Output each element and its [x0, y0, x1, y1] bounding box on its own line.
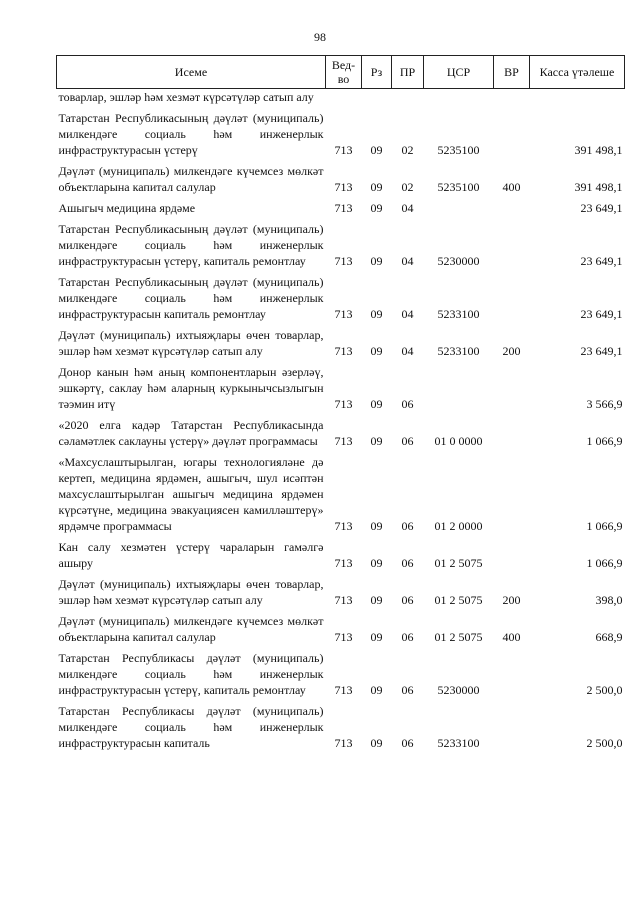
cell-csr	[424, 89, 494, 106]
table-row	[57, 322, 625, 359]
cell-csr: 5233100	[437, 736, 480, 750]
cell-vedomstvo: 713	[334, 180, 353, 194]
cell-name: Дәүләт (муниципаль) милкендәге күчемсез мөлкәт объектларына капитал салулар	[58, 614, 324, 644]
cell-vedomstvo: 713	[334, 519, 353, 533]
cell-vedomstvo: 713	[334, 143, 353, 157]
cell-rz: 09	[370, 630, 383, 644]
cell-name: «Махсуслаштырылган, югары технологияләне дә кертеп, медицина ярдәмен, ашыгыч, шул исәптән махсуслаштырылган ашыгыч медицина ярдәмен күрсәтүне, медицина эвакуациясен камилләштерү» ярдәмче программасы	[58, 455, 324, 533]
cell-pr	[392, 89, 424, 106]
cell-amount: 1 066,9	[586, 434, 623, 448]
cell-vr	[494, 105, 530, 158]
table-row	[57, 412, 625, 449]
cell-rz: 09	[370, 683, 383, 697]
cell-pr: 06	[401, 519, 414, 533]
cell-rz: 09	[370, 434, 383, 448]
table-row	[57, 89, 625, 106]
cell-name: Татарстан Республикасының дәүләт (муниципаль) милкендәге социаль һәм инженерлык инфраструктурасын капиталь ремонтлау	[58, 275, 324, 321]
cell-amount	[530, 89, 625, 106]
cell-rz: 09	[370, 519, 383, 533]
cell-pr: 02	[401, 180, 414, 194]
cell-csr: 5235100	[437, 180, 480, 194]
cell-rz: 09	[370, 307, 383, 321]
cell-vedomstvo: 713	[334, 397, 353, 411]
header-name: Исеме	[57, 56, 326, 89]
table-row	[57, 449, 625, 534]
header-csr: ЦСР	[424, 56, 494, 89]
cell-vr	[494, 216, 530, 269]
cell-vr: 400	[502, 180, 521, 194]
cell-name: Донор канын һәм аның компонентларын әзерләү, эшкәртү, саклау һәм аларның куркынычсызлыгын тәэмин итү	[58, 365, 324, 411]
cell-csr: 5230000	[437, 254, 480, 268]
cell-pr: 04	[401, 307, 414, 321]
cell-name: Татарстан Республикасы дәүләт (муниципаль) милкендәге социаль һәм инженерлык инфраструктурасын капиталь	[58, 704, 324, 750]
cell-vr: 400	[502, 630, 521, 644]
cell-vedomstvo: 713	[334, 683, 353, 697]
cell-amount: 23 649,1	[580, 201, 623, 215]
cell-vr	[494, 269, 530, 322]
table-row	[57, 698, 625, 751]
cell-rz: 09	[370, 344, 383, 358]
cell-vr	[494, 534, 530, 571]
header-vr: ВР	[494, 56, 530, 89]
cell-name: Дәүләт (муниципаль) милкендәге күчемсез мөлкәт объектларына капитал салулар	[58, 164, 324, 194]
cell-name: Татарстан Республикасының дәүләт (муниципаль) милкендәге социаль һәм инженерлык инфраструктурасын үстерү, капиталь ремонтлау	[58, 222, 324, 268]
cell-vr	[494, 645, 530, 698]
cell-pr: 04	[401, 344, 414, 358]
table-row	[57, 216, 625, 269]
cell-rz: 09	[370, 254, 383, 268]
header-rz: Рз	[362, 56, 392, 89]
cell-pr: 06	[401, 736, 414, 750]
cell-csr	[424, 359, 494, 412]
cell-amount: 23 649,1	[580, 254, 623, 268]
header-vedomstvo: Вед-во	[326, 56, 362, 89]
table-row	[57, 608, 625, 645]
cell-vedomstvo: 713	[334, 254, 353, 268]
table-row	[57, 571, 625, 608]
cell-pr: 06	[401, 683, 414, 697]
cell-vedomstvo: 713	[334, 344, 353, 358]
cell-vr	[494, 89, 530, 106]
cell-rz	[362, 89, 392, 106]
cell-csr: 01 0 0000	[434, 434, 483, 448]
cell-name: Татарстан Республикасының дәүләт (муниципаль) милкендәге социаль һәм инженерлык инфраструктурасын үстерү	[58, 111, 324, 157]
table-row	[57, 269, 625, 322]
cell-csr: 01 2 5075	[434, 630, 483, 644]
cell-amount: 391 498,1	[574, 180, 623, 194]
page-number: 98	[314, 30, 326, 44]
cell-vr	[494, 698, 530, 751]
cell-vr	[494, 195, 530, 216]
cell-vedomstvo: 713	[334, 201, 353, 215]
cell-amount: 23 649,1	[580, 307, 623, 321]
cell-vedomstvo: 713	[334, 736, 353, 750]
cell-pr: 04	[401, 254, 414, 268]
cell-vedomstvo: 713	[334, 434, 353, 448]
cell-amount: 1 066,9	[586, 519, 623, 533]
cell-vedomstvo: 713	[334, 556, 353, 570]
cell-amount: 2 500,0	[586, 683, 623, 697]
table-row	[57, 534, 625, 571]
cell-pr: 06	[401, 630, 414, 644]
cell-pr: 06	[401, 397, 414, 411]
cell-name: товарлар, эшләр һәм хезмәт күрсәтүләр сатып алу	[58, 90, 314, 104]
budget-table	[56, 55, 625, 751]
cell-vedomstvo	[326, 89, 362, 106]
table-row	[57, 195, 625, 216]
cell-rz: 09	[370, 556, 383, 570]
cell-vedomstvo: 713	[334, 593, 353, 607]
cell-rz: 09	[370, 397, 383, 411]
cell-pr: 02	[401, 143, 414, 157]
cell-name: Дәүләт (муниципаль) ихтыяҗлары өчен товарлар, эшләр һәм хезмәт күрсәтүләр сатып алу	[58, 328, 324, 358]
cell-csr: 5233100	[437, 344, 480, 358]
table-row	[57, 158, 625, 195]
cell-amount: 668,9	[595, 630, 623, 644]
cell-amount: 23 649,1	[580, 344, 623, 358]
cell-csr: 01 2 5075	[434, 556, 483, 570]
cell-name: Кан салу хезмәтен үстерү чараларын гамәлгә ашыру	[58, 540, 324, 570]
cell-vr: 200	[502, 344, 521, 358]
cell-csr: 01 2 5075	[434, 593, 483, 607]
table-row	[57, 645, 625, 698]
cell-pr: 04	[401, 201, 414, 215]
header-pr: ПР	[392, 56, 424, 89]
cell-csr	[424, 195, 494, 216]
table-header-row	[57, 56, 625, 89]
cell-rz: 09	[370, 736, 383, 750]
cell-rz: 09	[370, 593, 383, 607]
cell-pr: 06	[401, 593, 414, 607]
cell-csr: 01 2 0000	[434, 519, 483, 533]
cell-rz: 09	[370, 201, 383, 215]
cell-rz: 09	[370, 180, 383, 194]
cell-name: Дәүләт (муниципаль) ихтыяҗлары өчен товарлар, эшләр һәм хезмәт күрсәтүләр сатып алу	[58, 577, 324, 607]
table-row	[57, 359, 625, 412]
header-kassa: Касса үтәлеше	[530, 56, 625, 89]
cell-vr	[494, 412, 530, 449]
cell-vedomstvo: 713	[334, 307, 353, 321]
cell-vr: 200	[502, 593, 521, 607]
cell-amount: 3 566,9	[586, 397, 623, 411]
cell-pr: 06	[401, 434, 414, 448]
cell-name: Татарстан Республикасы дәүләт (муниципаль) милкендәге социаль һәм инженерлык инфраструктурасын үстерү, капиталь ремонтлау	[58, 651, 324, 697]
cell-csr: 5235100	[437, 143, 480, 157]
table-row	[57, 105, 625, 158]
cell-csr: 5230000	[437, 683, 480, 697]
cell-amount: 391 498,1	[574, 143, 623, 157]
cell-rz: 09	[370, 143, 383, 157]
cell-amount: 1 066,9	[586, 556, 623, 570]
cell-name: «2020 елга кадәр Татарстан Республикасында сәламәтлек саклауны үстерү» дәүләт программасы	[58, 418, 324, 448]
cell-amount: 398,0	[595, 593, 623, 607]
cell-name: Ашыгыч медицина ярдәме	[58, 201, 196, 215]
cell-vedomstvo: 713	[334, 630, 353, 644]
cell-amount: 2 500,0	[586, 736, 623, 750]
cell-vr	[494, 359, 530, 412]
cell-vr	[494, 449, 530, 534]
cell-pr: 06	[401, 556, 414, 570]
cell-csr: 5233100	[437, 307, 480, 321]
